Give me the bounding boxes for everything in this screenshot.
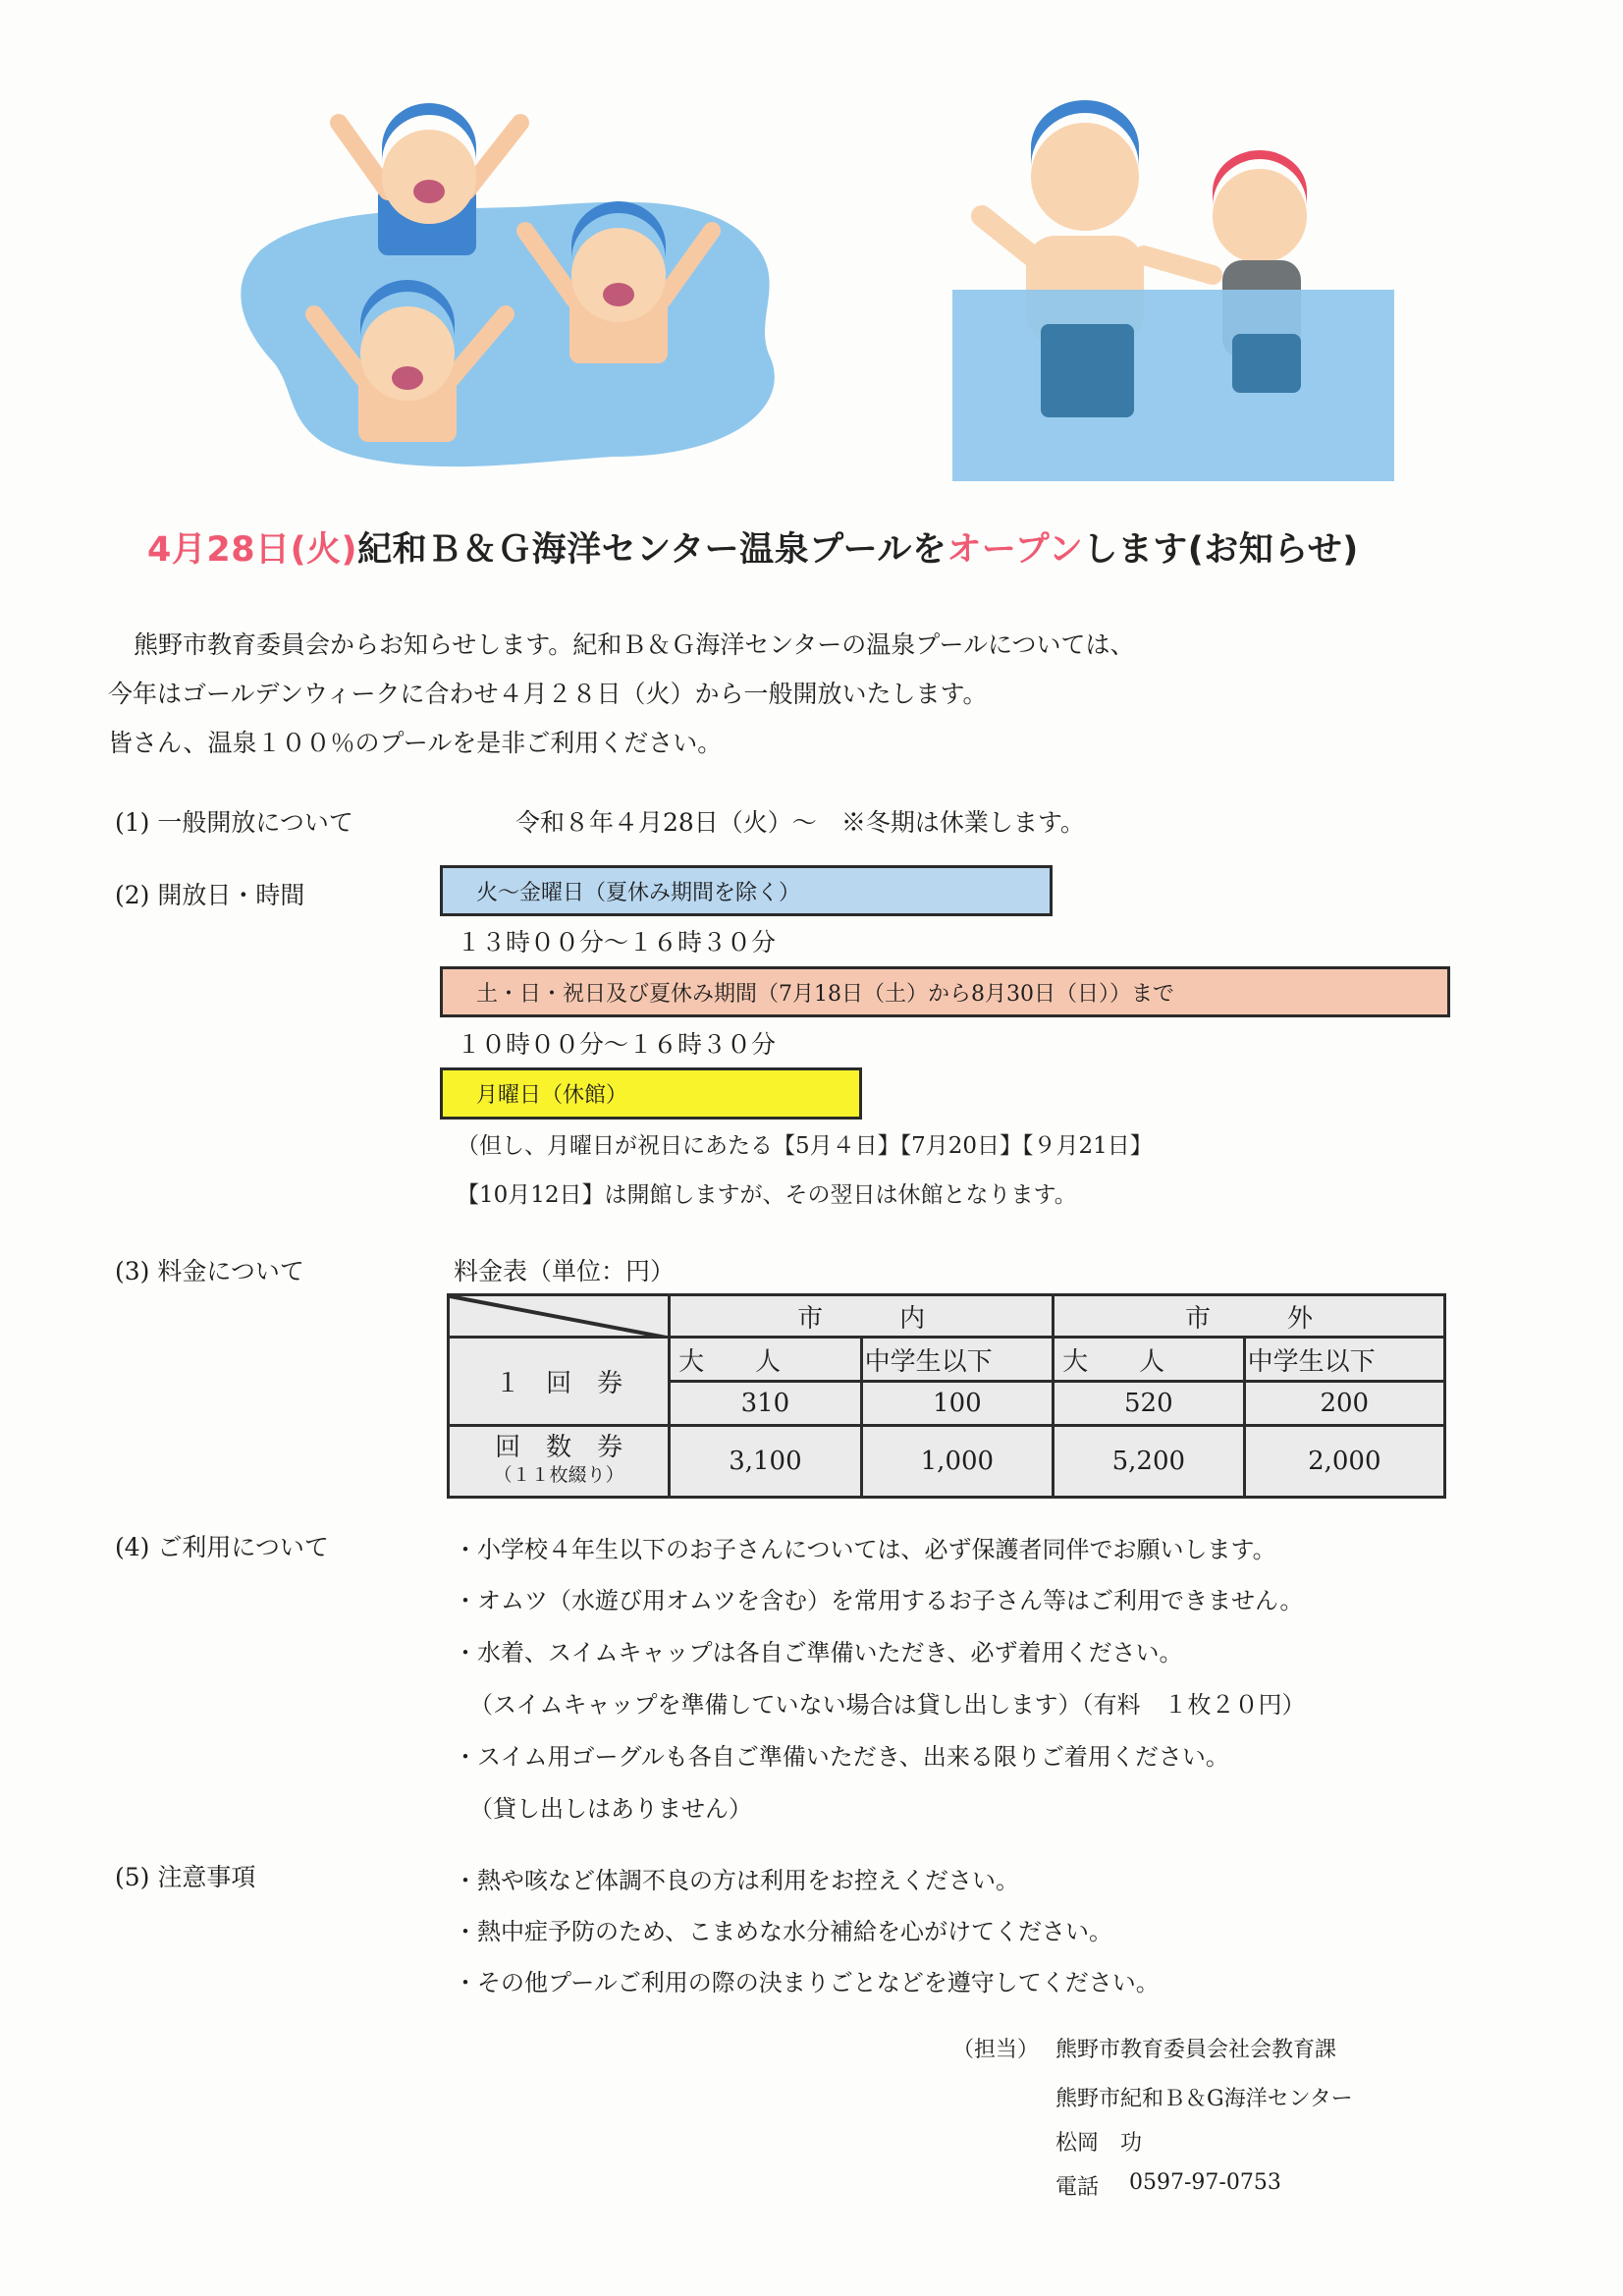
contact-phone-label: 電話 — [1055, 2175, 1100, 2200]
usage-item: ・水着、スイムキャップは各自ご準備いただき、必ず着用ください。 — [454, 1639, 1183, 1667]
weekday-box-label: 火～金曜日（夏休み期間を除く） — [476, 880, 801, 905]
usage-item: ・小学校４年生以下のお子さんについては、必ず保護者同伴でお願いします。 — [454, 1536, 1276, 1563]
usage-item-note: （スイムキャップを準備していない場合は貸し出します）（有料 １枚２０円） — [469, 1691, 1306, 1719]
diagonal-line-icon — [450, 1296, 672, 1339]
price-cell: 100 — [861, 1382, 1053, 1426]
title-suffix: します(お知らせ) — [1083, 530, 1359, 570]
contact-phone: 0597-97-0753 — [1129, 2170, 1281, 2195]
price-cell: 200 — [1244, 1382, 1444, 1426]
row-label-coupon-main: 回 数 券 — [495, 1433, 623, 1462]
closed-note-line-1: （但し、月曜日が祝日にあたる【5月４日】【7月20日】【９月21日】 — [457, 1133, 1153, 1159]
section-1-label: (1) 一般開放について — [115, 808, 353, 837]
contact-department: 熊野市教育委員会社会教育課 — [1055, 2038, 1337, 2062]
title-weekday: (火) — [290, 530, 358, 570]
section-1-value: 令和８年４月28日（火）～ ※冬期は休業します。 — [515, 808, 1085, 837]
title-facility: 紀和Ｂ＆Ｇ海洋センター温泉プールを — [357, 530, 947, 570]
contact-person: 松岡 功 — [1055, 2131, 1143, 2156]
sub-header: 大 人 — [1054, 1338, 1244, 1382]
usage-item-note: （貸し出しはありません） — [469, 1795, 752, 1823]
weekend-hours: １０時００分～１６時３０分 — [457, 1030, 777, 1059]
title-highlight: オープン — [947, 530, 1084, 570]
caution-item: ・熱や咳など体調不良の方は利用をお控えください。 — [454, 1867, 1019, 1894]
row-label-single: １ 回 券 — [449, 1338, 670, 1426]
table-subheader-row — [449, 1338, 1445, 1382]
intro-line: 皆さん、温泉１００％のプールを是非ご利用ください。 — [108, 729, 723, 757]
table-header-row — [449, 1295, 1445, 1338]
section-4-label: (4) ご利用について — [115, 1533, 329, 1561]
contact-label: （担当） — [952, 2038, 1040, 2062]
price-cell: 5,200 — [1054, 1426, 1244, 1498]
price-cell: 1,000 — [861, 1426, 1053, 1498]
diagonal-corner-cell — [449, 1295, 670, 1338]
price-cell: 3,100 — [670, 1426, 861, 1498]
intro-line: 今年はゴールデンウィークに合わせ４月２８日（火）から一般開放いたします。 — [108, 680, 988, 708]
usage-item: ・オムツ（水遊び用オムツを含む）を常用するお子さん等はご利用できません。 — [454, 1587, 1304, 1614]
section-3-label: (3) 料金について — [115, 1257, 304, 1285]
price-cell: 520 — [1054, 1382, 1244, 1426]
weekday-hours: １３時００分～１６時３０分 — [457, 928, 777, 957]
closed-day-label: 月曜日（休館） — [476, 1083, 628, 1108]
closed-note-line-2: 【10月12日】は開館しますが、その翌日は休館となります。 — [457, 1182, 1077, 1208]
row-label-coupon-sub: （１１枚綴り） — [493, 1464, 624, 1486]
weekend-box-label: 土・日・祝日及び夏休み期間（7月18日（土）から8月30日（日））まで — [476, 981, 1174, 1007]
group-header-city: 市 内 — [670, 1295, 1054, 1338]
section-2-label: (2) 開放日・時間 — [115, 881, 305, 909]
group-header-outside: 市 外 — [1054, 1295, 1445, 1338]
sub-header: 中学生以下 — [861, 1338, 1053, 1382]
row-label-coupon — [449, 1426, 670, 1498]
seniors-water-walking-icon — [918, 98, 1399, 486]
price-cell: 310 — [670, 1382, 861, 1426]
sub-header: 大 人 — [670, 1338, 861, 1382]
water-walking-illustration — [918, 98, 1399, 486]
page-title — [147, 522, 1424, 581]
caution-item: ・その他プールご利用の際の決まりごとなどを遵守してください。 — [454, 1969, 1160, 1996]
sub-header: 中学生以下 — [1244, 1338, 1444, 1382]
fee-table-caption: 料金表（単位：円） — [454, 1257, 676, 1285]
intro-line: 熊野市教育委員会からお知らせします。紀和Ｂ＆Ｇ海洋センターの温泉プールについては、 — [134, 630, 1135, 659]
contact-center: 熊野市紀和Ｂ＆G海洋センター — [1055, 2087, 1353, 2111]
intro-paragraph — [108, 621, 1135, 768]
weekend-box — [440, 966, 1450, 1017]
title-date: 4月28日 — [147, 530, 291, 570]
price-cell: 2,000 — [1244, 1426, 1444, 1498]
pool-children-icon — [241, 93, 790, 496]
caution-item: ・熱中症予防のため、こまめな水分補給を心がけてください。 — [454, 1918, 1113, 1945]
table-row — [449, 1426, 1445, 1498]
usage-item: ・スイム用ゴーグルも各自ご準備いただき、出来る限りご着用ください。 — [454, 1743, 1229, 1771]
closed-day-box — [440, 1067, 862, 1120]
children-swimming-illustration — [241, 93, 790, 496]
fee-table — [447, 1293, 1446, 1499]
section-5-label: (5) 注意事項 — [115, 1863, 256, 1891]
weekday-box — [440, 865, 1053, 916]
